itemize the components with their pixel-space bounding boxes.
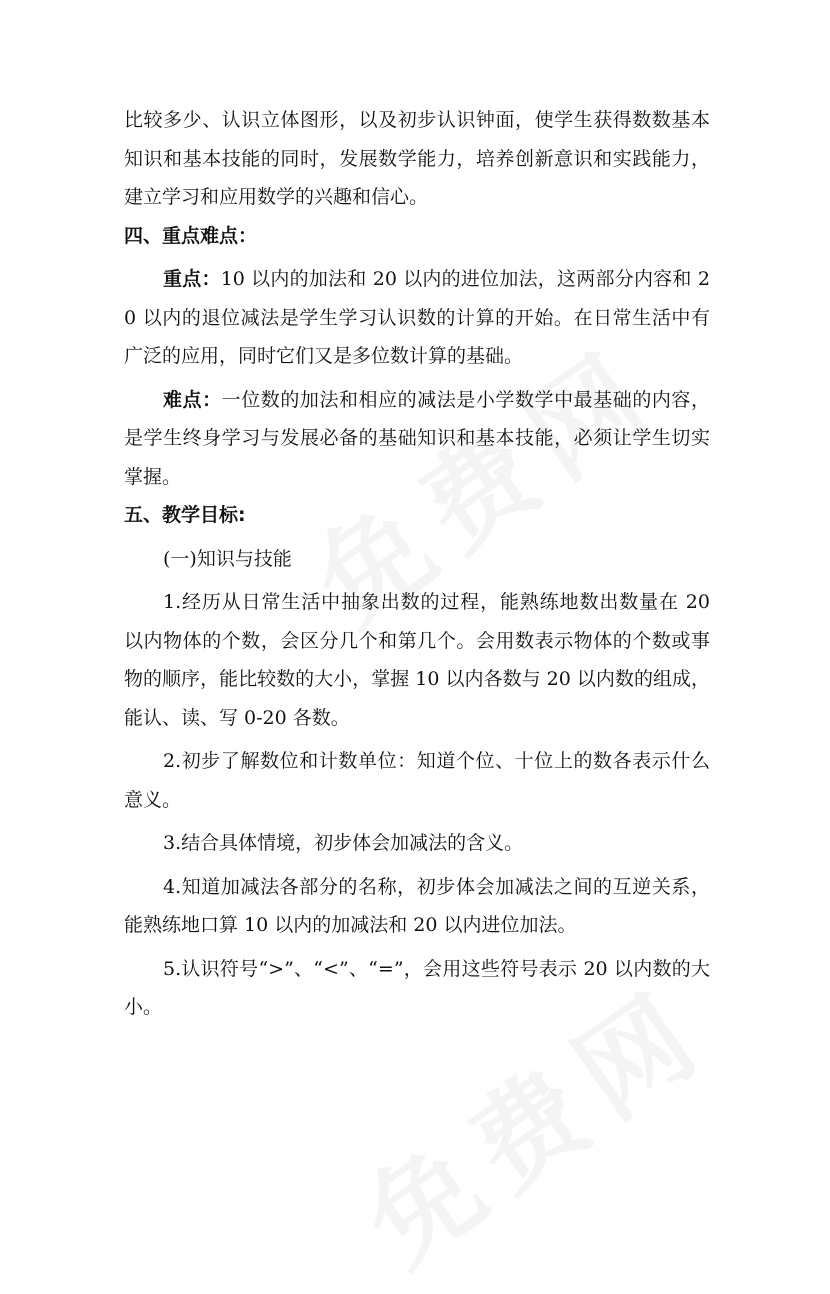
document-body — [124, 101, 710, 1027]
key-points-paragraph — [124, 260, 710, 376]
key-points-text: 10 以内的加法和 20 以内的进位加法，这两部分内容和 20 以内的退位减法是学生学习认识数的计算的开始。在日常生活中有广泛的应用，同时它们又是多位数计算的基础。 — [124, 268, 710, 367]
section5-heading: 五、教学目标: — [124, 504, 246, 526]
section5-subheading: (一)知识与技能 — [163, 547, 292, 570]
objective-item: 1.经历从日常生活中抽象出数的过程，能熟练地数出数量在 20 以内物体的个数，会区分几个和第几个。会用数表示物体的个数或事物的顺序，能比较数的大小，掌握 10 以内各数与 20 以内数的组成，能认、读、写 0-20 各数。 — [124, 591, 710, 729]
difficult-points-paragraph — [124, 381, 710, 497]
difficult-points-text: 一位数的加法和相应的减法是小学数学中最基础的内容，是学生终身学习与发展必备的基础知识和基本技能，必须让学生切实掌握。 — [124, 388, 710, 488]
section4-heading: 四、重点难点： — [124, 224, 258, 247]
objective-item: 3.结合具体情境，初步体会加减法的含义。 — [163, 832, 524, 854]
key-points-label: 重点： — [163, 268, 221, 290]
difficult-points-label: 难点： — [163, 388, 222, 411]
objective-item: 5.认识符号“>”、“<”、“=”，会用这些符号表示 20 以内数的大小。 — [124, 957, 710, 1018]
objective-item: 2.初步了解数位和计数单位：知道个位、十位上的数各表示什么意义。 — [124, 750, 710, 811]
section3-paragraph: 比较多少、认识立体图形，以及初步认识钟面，使学生获得数数基本知识和基本技能的同时，发展数学能力，培养创新意识和实践能力，建立学习和应用数学的兴趣和信心。 — [124, 109, 710, 208]
objective-item: 4.知道加减法各部分的名称，初步体会加减法之间的互逆关系，能熟练地口算 10 以内的加减法和 20 以内进位加法。 — [124, 875, 710, 936]
